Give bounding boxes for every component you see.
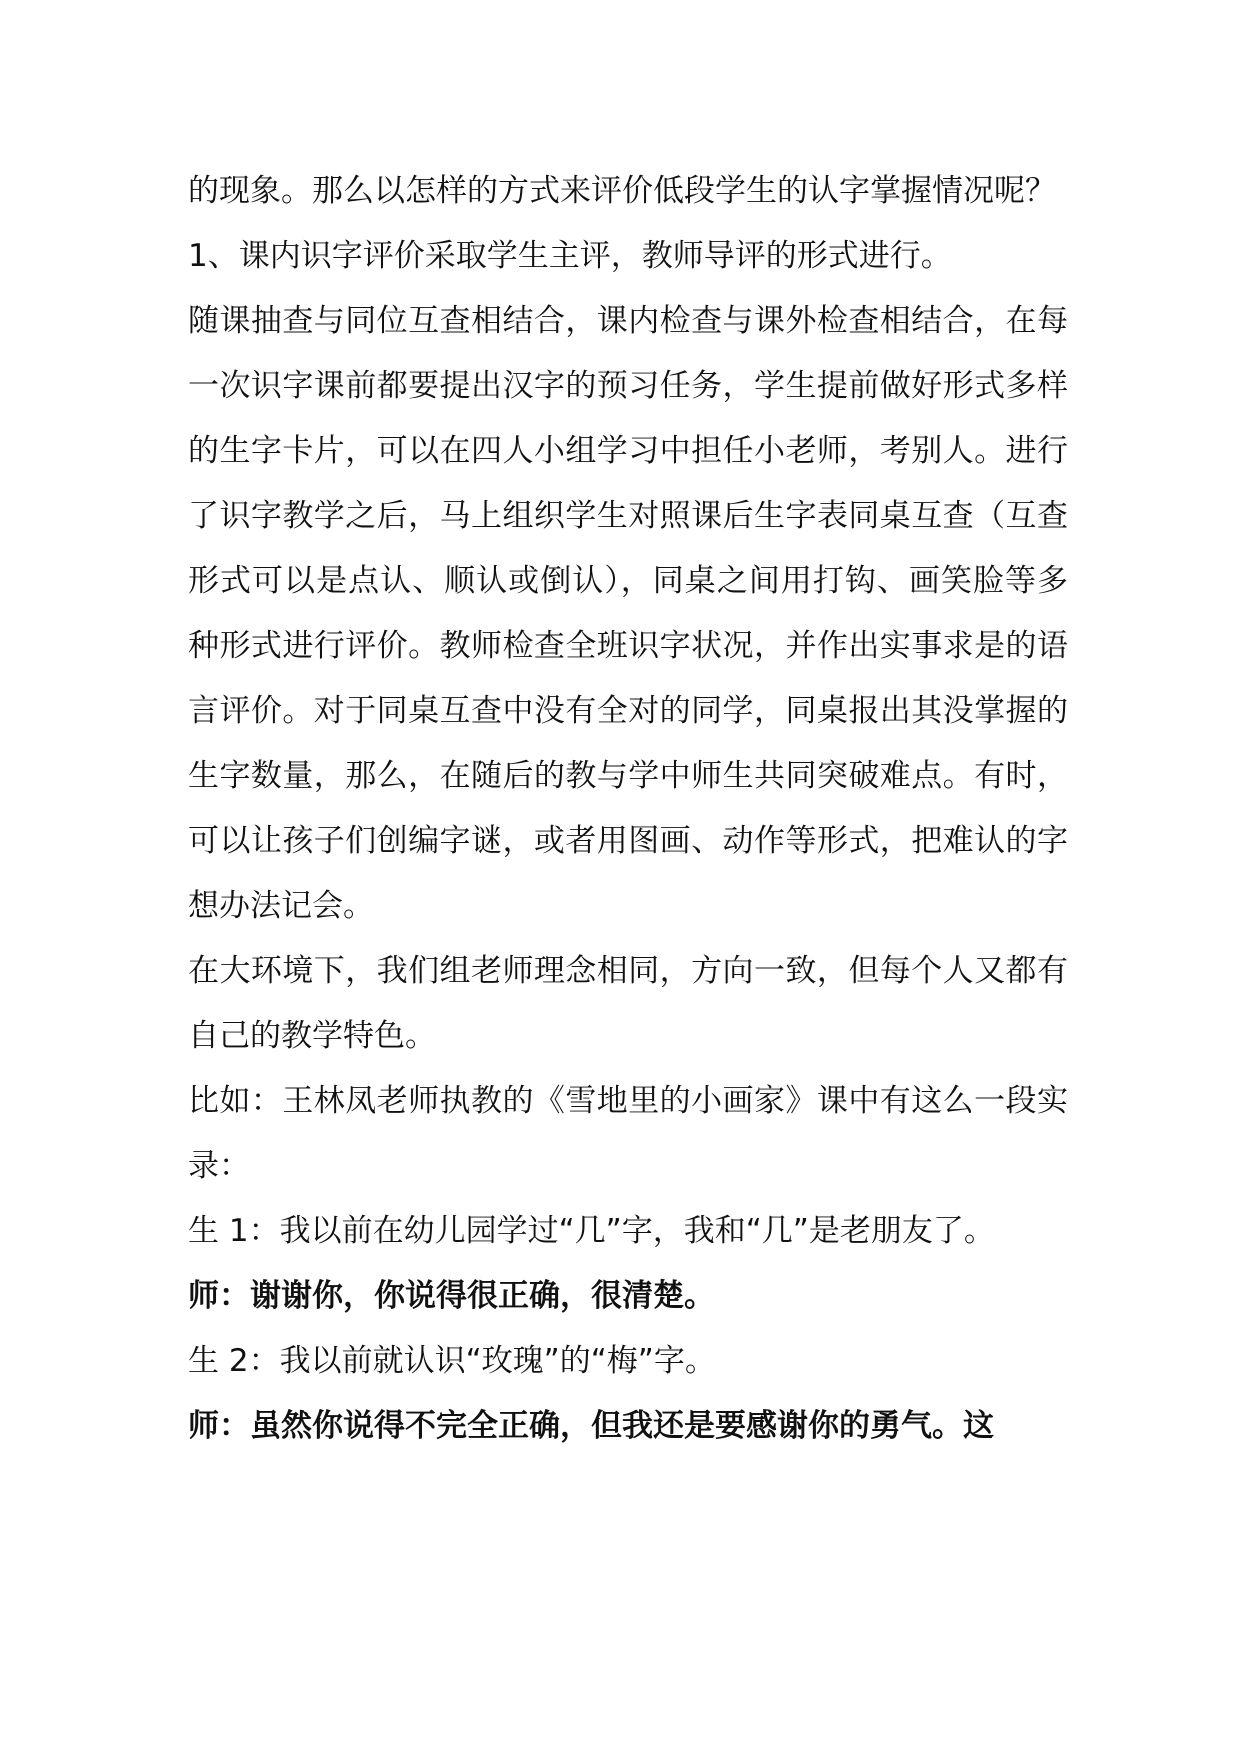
paragraph-teacher-2: 师：虽然你说得不完全正确，但我还是要感谢你的勇气。这 <box>188 1408 994 1444</box>
paragraph-environment: 在大环境下，我们组老师理念相同，方向一致，但每个人又都有自己的教学特色。 <box>188 953 1068 1054</box>
document-body <box>188 159 1068 1459</box>
paragraph-heading-1: 1、课内识字评价采取学生主评，教师导评的形式进行。 <box>188 238 952 274</box>
paragraph-teacher-1: 师：谢谢你，你说得很正确，很清楚。 <box>188 1278 715 1314</box>
paragraph-intro-question: 的现象。那么以怎样的方式来评价低段学生的认字掌握情况呢？ <box>188 173 1056 209</box>
paragraph-student-1: 生 1：我以前在幼儿园学过“几”字，我和“几”是老朋友了。 <box>188 1213 995 1249</box>
paragraph-student-2: 生 2：我以前就认识“玫瑰”的“梅”字。 <box>188 1343 716 1379</box>
paragraph-check-methods: 随课抽查与同位互查相结合，课内检查与课外检查相结合，在每一次识字课前都要提出汉字的预习任务，学生提前做好形式多样的生字卡片，可以在四人小组学习中担任小老师，考别人。进行了识字教学之后，马上组织学生对照课后生字表同桌互查（互查形式可以是点认、顺认或倒认），同桌之间用打钩、画笑脸等多种形式进行评价。教师检查全班识字状况，并作出实事求是的语言评价。对于同桌互查中没有全对的同学，同桌报出其没掌握的生字数量，那么，在随后的教与学中师生共同突破难点。有时，可以让孩子们创编字谜，或者用图画、动作等形式，把难认的字想办法记会。 <box>188 303 1068 924</box>
paragraph-example-intro: 比如：王林凤老师执教的《雪地里的小画家》课中有这么一段实录： <box>188 1083 1068 1184</box>
